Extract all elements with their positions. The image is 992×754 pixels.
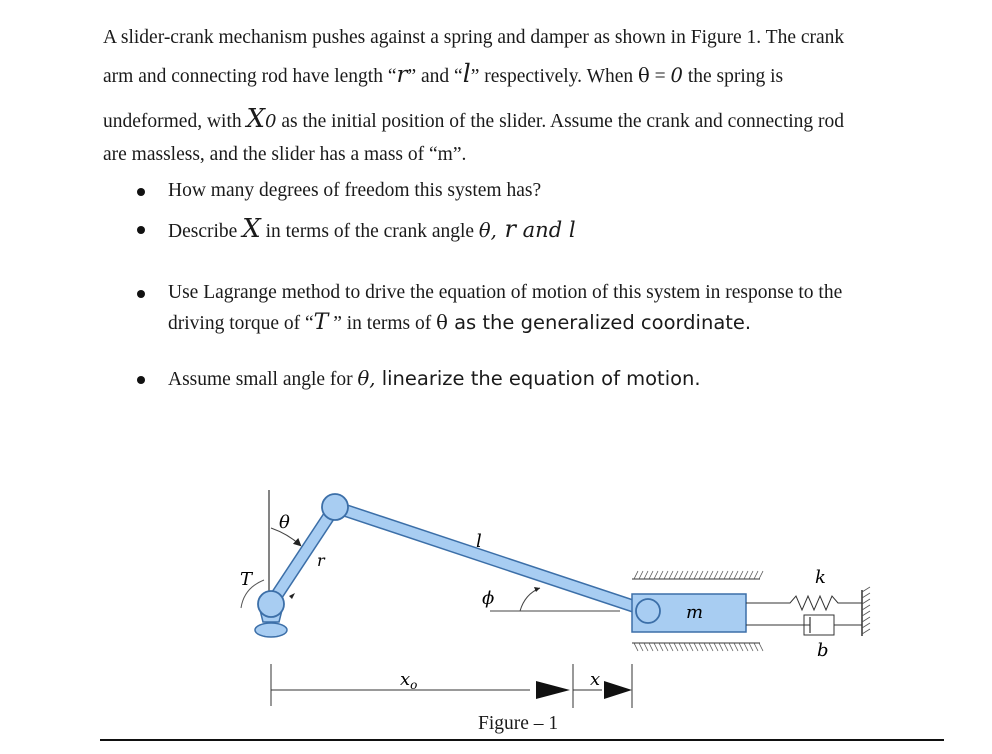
phi-arrowhead xyxy=(534,587,540,592)
spring-k-label: k xyxy=(815,567,826,588)
upper-guide xyxy=(632,571,763,579)
x-label: x xyxy=(590,669,601,690)
torque-arrowhead xyxy=(289,593,295,599)
problem-line-4: are massless, and the slider has a mass of “m”. xyxy=(103,144,467,165)
x-arrowhead xyxy=(604,681,632,699)
crank-pivot xyxy=(258,591,284,617)
damper-b-label: b xyxy=(817,640,829,661)
crank-rod-joint xyxy=(322,494,348,520)
ground-base xyxy=(255,623,287,637)
problem-line-2: arm and connecting rod have length “r” and “l” respectively. When θ = 0 the spring is xyxy=(103,59,784,88)
bottom-rule xyxy=(100,739,944,741)
wall-hatch xyxy=(862,587,870,634)
mass-label: m xyxy=(686,602,704,623)
lower-guide xyxy=(632,643,763,651)
theta-label: θ xyxy=(279,512,290,533)
damper xyxy=(746,615,862,635)
phi-label: ϕ xyxy=(482,588,495,609)
rod-slider-joint xyxy=(636,599,660,623)
x0-arrowhead xyxy=(536,681,570,699)
spring xyxy=(746,596,862,610)
r-label: r xyxy=(317,551,325,570)
figure-caption: Figure – 1 xyxy=(478,713,559,734)
torque-label: T xyxy=(240,569,253,590)
x0-label: $x_o$ xyxy=(400,669,418,692)
problem-line-3: undeformed, with X0 as the initial position of the slider. Assume the crank and connecting rod xyxy=(103,104,845,134)
l-label: l xyxy=(476,531,482,552)
problem-line-1: A slider-crank mechanism pushes against a spring and damper as shown in Figure 1. The crank xyxy=(103,27,845,48)
phi-arc xyxy=(520,588,540,611)
